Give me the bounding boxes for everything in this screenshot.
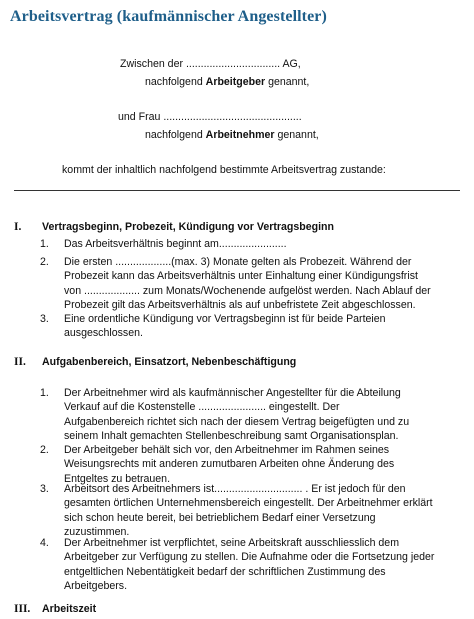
item-text-line: Arbeitsort des Arbeitnehmers ist.............................. . Er ist jedoch für den	[64, 483, 406, 495]
item-text-line: Eine ordentliche Kündigung vor Vertragsbeginn ist für beide Parteien	[64, 313, 386, 325]
item-text-line: seinem Inhalt gemachten Stellenbeschreibung samt Organisationsplan.	[64, 429, 399, 442]
item-number: 3.	[40, 313, 49, 325]
item-text-line: Probezeit gilt das Arbeitsverhältnis als auf unbefristete Zeit abgeschlossen.	[64, 298, 416, 311]
item-text-line: zuzustimmen.	[64, 525, 130, 538]
section-title: Vertragsbeginn, Probezeit, Kündigung vor Vertragsbeginn	[42, 221, 334, 233]
employee-role: Arbeitnehmer	[205, 129, 275, 141]
item-number: 2.	[40, 444, 49, 456]
item-text-line: Arbeitgeber zur Verfügung zu stellen. Die Aufnahme oder die Fortsetzung jeder	[64, 551, 435, 564]
item-text-line: Arbeitgebers.	[64, 579, 128, 592]
designation-prefix: nachfolgend	[145, 76, 206, 88]
item-text-line: Das Arbeitsverhältnis beginnt am.......................	[64, 238, 287, 250]
item-text-line: Verkauf auf die Kostenstelle ....................... eingestellt. Der	[64, 401, 340, 414]
item-text-line: Entgeltes zu betrauen.	[64, 472, 171, 485]
section-number: II.	[14, 356, 26, 368]
designation-suffix: genannt,	[265, 76, 310, 88]
parties-employee-line: und Frau ...............................................	[118, 111, 302, 123]
section-heading-3	[14, 603, 96, 615]
section-title: Arbeitszeit	[42, 603, 97, 615]
designation-suffix: genannt,	[274, 129, 319, 141]
item-text-line: entgeltlichen Nebentätigkeit bedarf der schriftlichen Zustimmung des	[64, 565, 386, 578]
employer-role: Arbeitgeber	[205, 76, 266, 88]
divider-line	[14, 190, 460, 191]
item-text-line: Probezeit kann das Arbeitsverhältnis unter Einhaltung einer Kündigungsfrist	[64, 270, 418, 283]
document-title: Arbeitsvertrag (kaufmännischer Angestellter)	[10, 8, 327, 25]
parties-employer-designation	[145, 76, 309, 88]
item-text-line: Der Arbeitgeber behält sich vor, den Arbeitnehmer im Rahmen seines	[64, 444, 390, 456]
item-text-line: Die ersten ...................(max. 3) Monate gelten als Probezeit. Während der	[64, 256, 412, 268]
section-heading-2	[14, 356, 296, 368]
item-text-line: Weisungsrechts mit anderen zumutbaren Arbeiten ohne Änderung des	[64, 458, 395, 471]
item-text-line: ausgeschlossen.	[64, 327, 143, 340]
item-text-line: von ................... zum Monats/Wochenende aufgelöst werden. Nach Ablauf der	[64, 284, 431, 297]
section-number: I.	[14, 221, 22, 233]
item-number: 4.	[40, 537, 49, 549]
parties-employee-designation	[145, 129, 319, 141]
item-text-line: gesamten örtlichen Unternehmensbereich eingestellt. Der Arbeitnehmer erklärt	[64, 497, 433, 510]
item-number: 2.	[40, 256, 49, 268]
item-number: 1.	[40, 387, 49, 399]
section-number: III.	[14, 603, 31, 615]
item-text-line: sich schon heute bereit, bei betrieblichem Bedarf einer Versetzung	[64, 511, 376, 524]
section-heading-1	[14, 221, 334, 233]
parties-employer-line: Zwischen der ................................ AG,	[120, 58, 301, 70]
contract-intro: kommt der inhaltlich nachfolgend bestimmte Arbeitsvertrag zustande:	[62, 164, 386, 176]
item-text-line: Aufgabenbereich richtet sich nach der diesem Vertrag beigefügten und zu	[64, 415, 410, 428]
designation-prefix: nachfolgend	[145, 129, 206, 141]
section-title: Aufgabenbereich, Einsatzort, Nebenbeschäftigung	[42, 356, 297, 368]
item-number: 1.	[40, 238, 49, 250]
item-text-line: Der Arbeitnehmer wird als kaufmännischer Angestellter für die Abteilung	[64, 387, 401, 399]
item-text-line: Der Arbeitnehmer ist verpflichtet, seine Arbeitskraft ausschliesslich dem	[64, 537, 400, 549]
item-number: 3.	[40, 483, 49, 495]
